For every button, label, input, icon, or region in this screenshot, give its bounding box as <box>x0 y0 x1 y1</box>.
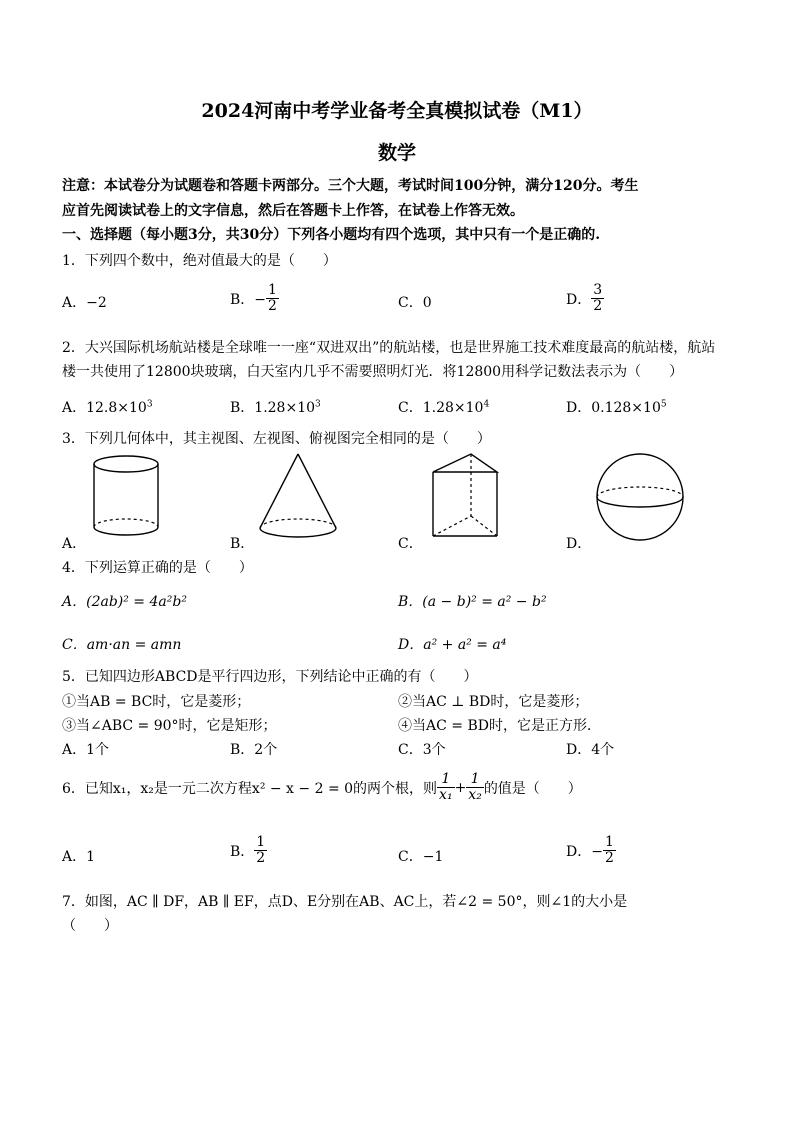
q2-option-c-exp: 4 <box>483 399 490 410</box>
q6-option-a: A．1 <box>62 849 96 865</box>
q6-option-d-prefix: D．− <box>566 843 603 860</box>
q6-option-c: C．−1 <box>398 849 444 865</box>
q5-statement-4: ④当AC = BD时，它是正方形． <box>398 718 601 734</box>
q2-option-c <box>398 397 489 417</box>
q4-option-a: A．(2ab)² = 4a²b² <box>62 594 187 610</box>
q5-statement-3: ③当∠ABC = 90°时，它是矩形； <box>62 718 277 734</box>
q2-option-b <box>230 397 321 417</box>
q4-option-d: D．a² + a² = a⁴ <box>398 637 507 653</box>
q6-option-b-prefix: B． <box>230 843 255 860</box>
q6-frac1-den: x₁ <box>439 787 453 804</box>
q6-stem-start: 6．已知x₁，x₂是一元二次方程x² − x − 2 = 0的两个根，则 <box>62 780 438 797</box>
cylinder-figure <box>86 452 166 542</box>
q1-d-numerator: 3 <box>593 282 603 298</box>
q5-statement-1: ①当AB = BC时，它是菱形； <box>62 694 251 710</box>
q6-option-d <box>566 835 616 867</box>
notice-line-1: 注意：本试卷分为试题卷和答题卡两部分。三个大题，考试时间100分钟，满分120分。考生 <box>62 178 639 194</box>
q2-option-d <box>566 397 667 417</box>
q1-option-d-prefix: D． <box>566 291 592 308</box>
q4-option-c: C．am·an = amn <box>62 637 182 653</box>
q1-option-b-prefix: B．− <box>230 291 267 308</box>
q2-option-a <box>62 397 153 417</box>
q5-statement-2: ②当AC ⊥ BD时，它是菱形； <box>398 694 589 710</box>
q6-d-denominator: 2 <box>604 850 614 867</box>
q2-option-c-text: C．1.28×10 <box>398 400 484 416</box>
q6-frac1-num: 1 <box>437 772 455 788</box>
q3-stem: 3．下列几何体中，其主视图、左视图、俯视图完全相同的是（ ） <box>62 431 491 447</box>
q3-option-d: D． <box>566 536 592 552</box>
notice-line-2: 应首先阅读试卷上的文字信息，然后在答题卡上作答，在试卷上作答无效。 <box>62 203 524 219</box>
cone-figure <box>252 450 344 542</box>
q5-option-c: C．3个 <box>398 742 446 758</box>
q6-option-b <box>230 835 267 867</box>
prism-figure <box>425 450 505 542</box>
q4-option-b: B．(a − b)² = a² − b² <box>398 594 547 610</box>
q1-b-denominator: 2 <box>268 298 277 315</box>
q5-option-b: B．2个 <box>230 742 278 758</box>
q5-option-a: A．1个 <box>62 742 110 758</box>
q6-frac2-num: 1 <box>466 772 484 788</box>
q1-option-c: C．0 <box>398 295 432 311</box>
section1-heading: 一、选择题（每小题3分，共30分）下列各小题均有四个选项，其中只有一个是正确的. <box>62 227 601 243</box>
q2-option-a-exp: 3 <box>146 399 153 410</box>
q2-line-2: 楼一共使用了12800块玻璃，白天室内几乎不需要照明灯光．将12800用科学记数法表示为（ ） <box>62 364 684 380</box>
q6-plus: + <box>454 779 467 796</box>
q1-stem: 1．下列四个数中，绝对值最大的是（ ） <box>62 253 337 269</box>
q2-line-1: 2．大兴国际机场航站楼是全球唯一一座“双进双出”的航站楼，也是世界施工技术难度最高的航站楼，航站 <box>62 340 716 356</box>
q1-option-a: A．−2 <box>62 295 107 311</box>
q6-d-numerator: 1 <box>604 834 614 850</box>
q6-stem <box>62 772 582 804</box>
q6-b-denominator: 2 <box>256 850 266 867</box>
q2-option-b-exp: 3 <box>315 399 321 410</box>
q7-line-1: 7．如图，AC ∥ DF，AB ∥ EF，点D、E分别在AB、AC上，若∠2 = 50°，则∠1的大小是 <box>62 894 628 910</box>
q2-option-b-text: B．1.28×10 <box>230 400 316 416</box>
q1-option-d <box>566 283 604 315</box>
q3-option-b: B． <box>230 536 255 552</box>
q1-b-numerator: 1 <box>268 282 277 298</box>
sphere-figure <box>590 452 690 542</box>
exam-title: 2024河南中考学业备考全真模拟试卷（M1） <box>201 100 593 122</box>
q3-option-a: A． <box>62 536 87 552</box>
q7-line-2: （ ） <box>62 918 118 934</box>
q6-stem-end: 的值是（ ） <box>483 780 582 797</box>
q6-frac2-den: x₂ <box>468 787 482 804</box>
q5-stem: 5．已知四边形ABCD是平行四边形，下列结论中正确的有（ ） <box>62 669 478 685</box>
q2-option-a-text: A．12.8×10 <box>62 400 147 416</box>
q4-stem: 4．下列运算正确的是（ ） <box>62 560 253 576</box>
q6-b-numerator: 1 <box>256 834 266 850</box>
q1-option-b <box>230 283 279 315</box>
q2-option-d-text: D．0.128×10 <box>566 400 661 416</box>
subject-title: 数学 <box>377 142 416 164</box>
q1-d-denominator: 2 <box>593 298 603 315</box>
q5-option-d: D．4个 <box>566 742 615 758</box>
q2-option-d-exp: 5 <box>660 399 667 410</box>
q3-option-c: C． <box>398 536 423 552</box>
